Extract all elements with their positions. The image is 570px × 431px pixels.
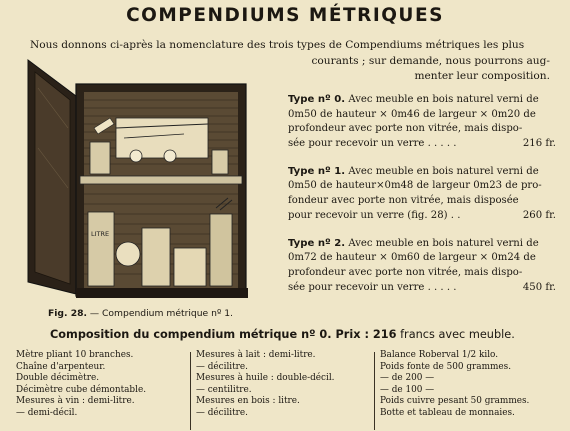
composition-item: Poids fonte de 500 grammes. [380, 361, 512, 372]
composition-heading [50, 328, 515, 341]
type-price: 260 fr. [522, 209, 556, 221]
intro-line: menter leur composition. [414, 70, 550, 82]
composition-item: Balance Roberval 1/2 kilo. [380, 350, 499, 360]
composition-item: Décimètre cube démontable. [16, 384, 147, 395]
figure-caption [48, 308, 233, 319]
composition-item: — de 200 — [380, 373, 435, 383]
type-line: sée pour recevoir un verre . . . . . [288, 281, 457, 293]
figure-number: Fig. 28. [48, 308, 87, 319]
type-line: Avec meuble en bois naturel verni de [345, 237, 539, 249]
composition-item: Mesures à huile : double-décil. [196, 373, 335, 383]
intro-line: Nous donnons ci-après la nomenclature des trois types de Compendiums métriques les plus [30, 39, 525, 51]
type-0-description [288, 93, 556, 151]
type-line: Avec meuble en bois naturel verni de [345, 165, 539, 177]
composition-item: Botte et tableau de monnaies. [380, 407, 515, 418]
composition-item: — demi-décil. [16, 407, 78, 418]
page-title: COMPENDIUMS MÉTRIQUES [126, 5, 444, 26]
type-label: Type nº 2. [288, 237, 346, 249]
composition-title: Composition du compendium métrique nº 0. [50, 328, 332, 341]
composition-column-1 [16, 350, 146, 419]
composition-column-2 [196, 350, 335, 419]
composition-columns [0, 350, 570, 430]
composition-item: — de 100 — [380, 384, 435, 395]
composition-column-3 [380, 350, 529, 419]
type-label: Type nº 0. [288, 94, 346, 105]
type-line: Avec meuble en bois naturel verni de [345, 94, 539, 105]
composition-item: Mesures à vin : demi-litre. [16, 396, 135, 406]
type-1-description [288, 165, 556, 223]
intro-line: courants ; sur demande, nous pourrons aug- [311, 54, 550, 67]
type-line: profondeur avec porte non vitrée, mais dispo- [288, 266, 523, 278]
composition-item: Chaîne d'arpenteur. [16, 361, 106, 372]
type-line: fondeur avec porte non vitrée, mais disposée [288, 195, 519, 207]
type-descriptions [288, 93, 556, 309]
column-divider [190, 352, 191, 430]
type-line: 0m72 de hauteur × 0m60 de largeur × 0m24 de [288, 252, 536, 264]
type-line: sée pour recevoir un verre . . . . . [288, 137, 457, 149]
composition-item: Poids cuivre pesant 50 grammes. [380, 396, 530, 406]
composition-price-suffix: francs avec meuble. [396, 328, 515, 341]
type-price: 216 fr. [522, 137, 556, 149]
type-line: pour recevoir un verre (fig. 28) . . [288, 209, 461, 221]
composition-price-label: Prix : 216 [331, 328, 397, 341]
type-label: Type nº 1. [288, 165, 346, 177]
composition-item: — décilitre. [196, 407, 248, 418]
type-line: 0m50 de hauteur × 0m46 de largeur × 0m20 de [288, 108, 536, 120]
composition-item: Mesures en bois : litre. [196, 396, 300, 406]
type-2-description [288, 237, 556, 295]
type-price: 450 fr. [522, 281, 556, 293]
compendium-cabinet-illustration [24, 58, 256, 304]
composition-item: Mètre pliant 10 branches. [16, 350, 134, 360]
composition-item: — décilitre. [196, 361, 248, 372]
type-line: profondeur avec porte non vitrée, mais dispo- [288, 123, 523, 135]
type-line: 0m50 de hauteur×0m48 de largeur 0m23 de pro- [288, 180, 542, 192]
composition-item: Mesures à lait : demi-litre. [196, 350, 316, 360]
composition-item: Double décimètre. [16, 373, 100, 383]
litre-jar-label: LITRE [91, 230, 110, 238]
column-divider [374, 352, 375, 430]
composition-item: — centilitre. [196, 384, 252, 395]
figure-caption-text: — Compendium métrique nº 1. [86, 308, 233, 319]
